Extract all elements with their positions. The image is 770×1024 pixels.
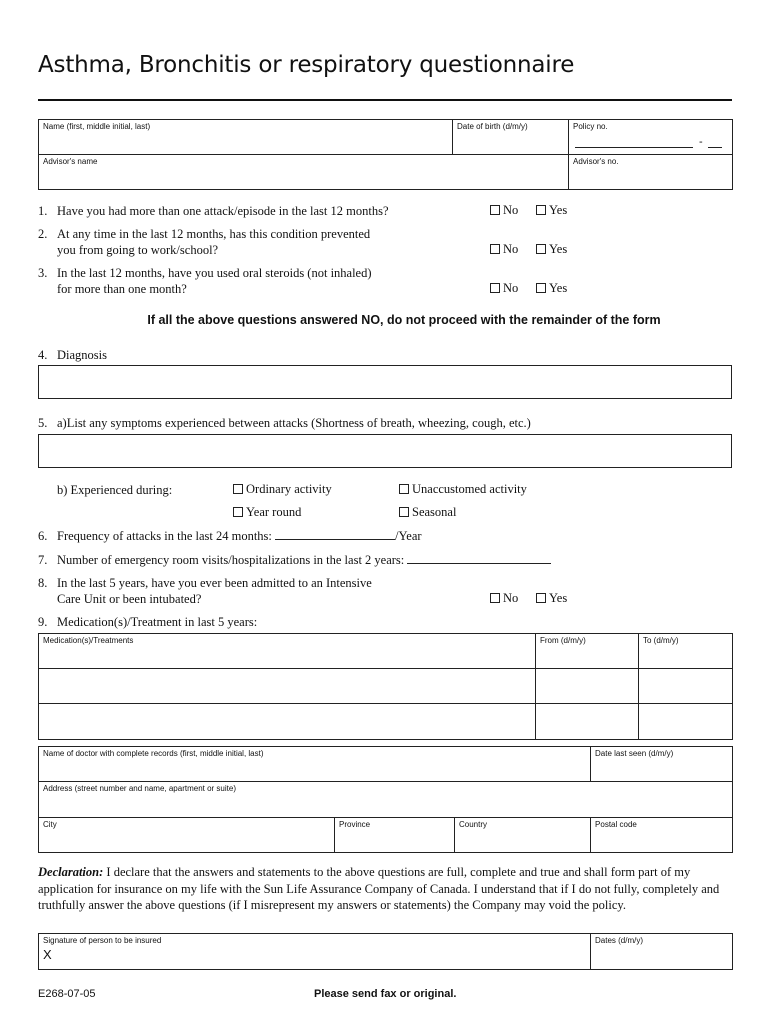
doctor-name-field[interactable] <box>39 747 591 782</box>
q1-yes-option[interactable]: Yes <box>536 203 567 218</box>
declaration-heading: Declaration: <box>38 865 104 879</box>
checkbox-icon[interactable] <box>536 283 546 293</box>
doctor-info-table <box>38 746 733 853</box>
declaration-text: I declare that the answers and statements to the above questions are full, complete and true and shall form part of my application for insurance on my life with the Sun Life Assurance Company of Canada. I understand that if I do not fully, completely and truthfully answer the above questions (if I misrepresent my answers or statements) the Company may void the policy. <box>38 865 720 912</box>
policy-field[interactable] <box>569 120 733 155</box>
medication-column-header: Medication(s)/Treatments <box>43 636 134 645</box>
signature-label: Signature of person to be insured <box>43 936 162 945</box>
q3-yes-option[interactable]: Yes <box>536 281 567 296</box>
form-code: E268-07-05 <box>38 988 96 1000</box>
send-instructions: Please send fax or original. <box>314 988 457 1000</box>
signature-mark: X <box>43 947 52 962</box>
declaration-paragraph <box>38 864 738 914</box>
question-6-text: Frequency of attacks in the last 24 months: /Year <box>57 529 422 543</box>
unaccustomed-activity-option[interactable]: Unaccustomed activity <box>399 482 527 497</box>
postal-code-field[interactable] <box>591 818 733 853</box>
advisor-name-label: Advisor's name <box>43 157 98 166</box>
question-5b-label: b) Experienced during: <box>57 483 173 497</box>
checkbox-icon[interactable] <box>233 484 243 494</box>
name-field[interactable] <box>39 120 453 155</box>
name-label: Name (first, middle initial, last) <box>43 122 151 131</box>
to-column-header: To (d/m/y) <box>643 636 679 645</box>
address-label: Address (street number and name, apartment or suite) <box>43 784 236 793</box>
checkbox-icon[interactable] <box>490 205 500 215</box>
checkbox-icon[interactable] <box>490 593 500 603</box>
year-round-option[interactable]: Year round <box>233 505 301 520</box>
to-date-cell[interactable] <box>639 634 733 669</box>
country-label: Country <box>459 820 488 829</box>
medication-cell[interactable] <box>39 634 536 669</box>
signature-table <box>38 933 733 970</box>
q1-no-option[interactable]: No <box>490 203 518 218</box>
q2-yes-option[interactable]: Yes <box>536 242 567 257</box>
dates-field[interactable] <box>591 934 733 970</box>
diagnosis-field[interactable] <box>38 365 732 399</box>
province-label: Province <box>339 820 371 829</box>
from-date-cell[interactable] <box>536 704 639 740</box>
dob-field[interactable] <box>453 120 569 155</box>
ordinary-activity-option[interactable]: Ordinary activity <box>233 482 332 497</box>
address-field[interactable] <box>39 782 733 818</box>
signature-field[interactable] <box>39 934 591 970</box>
q8-yes-option[interactable]: Yes <box>536 591 567 606</box>
question-8-number: 8. <box>38 576 48 590</box>
to-date-cell[interactable] <box>639 704 733 740</box>
title-divider <box>38 99 732 101</box>
checkbox-icon[interactable] <box>536 244 546 254</box>
province-field[interactable] <box>335 818 455 853</box>
question-4-text: Diagnosis <box>57 348 107 362</box>
to-date-cell[interactable] <box>639 669 733 704</box>
checkbox-icon[interactable] <box>490 244 500 254</box>
question-2-number: 2. <box>38 227 48 241</box>
table-row <box>39 704 733 740</box>
date-last-seen-label: Date last seen (d/m/y) <box>595 749 674 758</box>
checkbox-icon[interactable] <box>233 507 243 517</box>
medication-table <box>38 633 733 740</box>
question-4-number: 4. <box>38 348 48 362</box>
question-8-text: In the last 5 years, have you ever been admitted to an Intensive Care Unit or been intubated? <box>57 576 372 606</box>
policy-separator: - <box>699 136 703 148</box>
doctor-name-label: Name of doctor with complete records (first, middle initial, last) <box>43 749 264 758</box>
checkbox-icon[interactable] <box>536 205 546 215</box>
question-3-number: 3. <box>38 266 48 280</box>
q3-no-option[interactable]: No <box>490 281 518 296</box>
from-date-cell[interactable] <box>536 669 639 704</box>
from-date-cell[interactable] <box>536 634 639 669</box>
question-6-number: 6. <box>38 529 48 543</box>
stop-notice: If all the above questions answered NO, do not proceed with the remainder of the form <box>147 313 661 327</box>
question-5a-text: a)List any symptoms experienced between attacks (Shortness of breath, wheezing, cough, etc.) <box>57 416 531 430</box>
advisor-no-field[interactable] <box>569 155 733 190</box>
q2-no-option[interactable]: No <box>490 242 518 257</box>
question-2-text: At any time in the last 12 months, has this condition prevented you from going to work/school? <box>57 227 371 257</box>
attack-frequency-field[interactable] <box>275 528 395 540</box>
question-9-number: 9. <box>38 615 48 629</box>
medication-cell[interactable] <box>39 669 536 704</box>
question-5-number: 5. <box>38 416 48 430</box>
advisor-no-label: Advisor's no. <box>573 157 619 166</box>
dob-label: Date of birth (d/m/y) <box>457 122 528 131</box>
policy-number-line <box>575 147 693 148</box>
checkbox-icon[interactable] <box>399 507 409 517</box>
from-column-header: From (d/m/y) <box>540 636 586 645</box>
checkbox-icon[interactable] <box>490 283 500 293</box>
country-field[interactable] <box>455 818 591 853</box>
advisor-name-field[interactable] <box>39 155 569 190</box>
question-7-number: 7. <box>38 553 48 567</box>
city-label: City <box>43 820 57 829</box>
seasonal-option[interactable]: Seasonal <box>399 505 456 520</box>
date-last-seen-field[interactable] <box>591 747 733 782</box>
question-1: 1. <box>38 204 48 218</box>
q8-no-option[interactable]: No <box>490 591 518 606</box>
policy-suffix-line <box>708 147 722 148</box>
medication-cell[interactable] <box>39 704 536 740</box>
question-9-text: Medication(s)/Treatment in last 5 years: <box>57 615 258 629</box>
question-7-text: Number of emergency room visits/hospitalizations in the last 2 years: <box>57 552 551 568</box>
question-3-text: In the last 12 months, have you used oral steroids (not inhaled) for more than one month? <box>57 266 372 296</box>
policy-label: Policy no. <box>573 122 608 131</box>
city-field[interactable] <box>39 818 335 853</box>
dates-label: Dates (d/m/y) <box>595 936 644 945</box>
applicant-info-table <box>38 119 733 190</box>
table-row <box>39 669 733 704</box>
postal-code-label: Postal code <box>595 820 637 829</box>
er-visits-field[interactable] <box>407 552 551 564</box>
page-title: Asthma, Bronchitis or respiratory questionnaire <box>38 52 575 78</box>
checkbox-icon[interactable] <box>536 593 546 603</box>
symptoms-field[interactable] <box>38 434 732 468</box>
question-1-text: Have you had more than one attack/episode in the last 12 months? <box>57 204 389 218</box>
checkbox-icon[interactable] <box>399 484 409 494</box>
